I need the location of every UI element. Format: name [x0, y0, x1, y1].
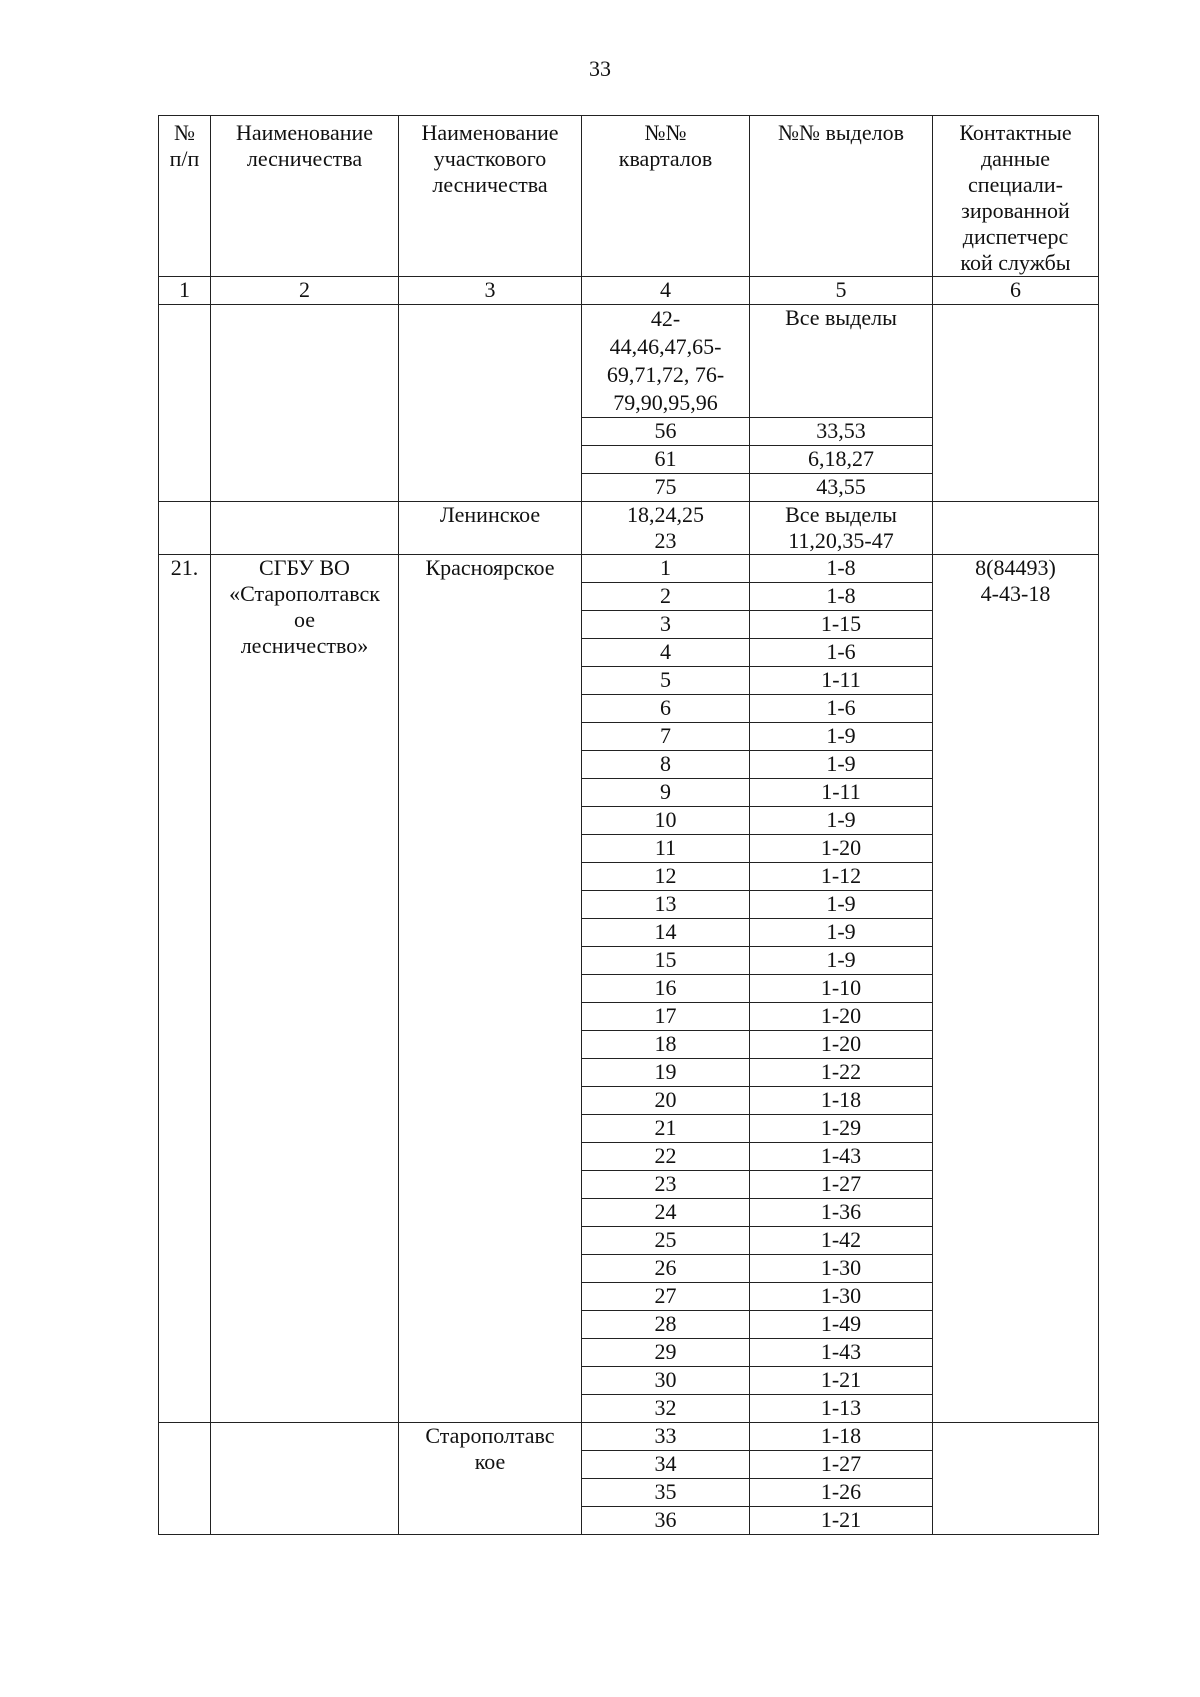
quarter-cell: 35 [582, 1479, 750, 1507]
section-cell: 1-29 [750, 1115, 933, 1143]
quarter-cell: 1 [582, 555, 750, 583]
number-cell [159, 305, 211, 502]
section-cell: 1-22 [750, 1059, 933, 1087]
header-row [159, 116, 1099, 277]
quarter-cell: 14 [582, 919, 750, 947]
section-cell: 1-18 [750, 1423, 933, 1451]
section-cell: 1-15 [750, 611, 933, 639]
quarter-cell: 25 [582, 1227, 750, 1255]
section-cell: Все выделы [750, 305, 933, 418]
forestry-cell [211, 305, 399, 502]
header-cell: Наименование участкового лесничества [399, 116, 582, 277]
entry-number: 21. [159, 555, 211, 1423]
section-cell: 1-9 [750, 751, 933, 779]
section-cell: 1-27 [750, 1171, 933, 1199]
quarter-cell: 32 [582, 1395, 750, 1423]
forest-table [158, 115, 1099, 1535]
column-number: 4 [582, 277, 750, 305]
section-cell: 1-27 [750, 1451, 933, 1479]
district-name: Ленинское [399, 502, 582, 555]
quarter-cell: 13 [582, 891, 750, 919]
quarter-cell: 2 [582, 583, 750, 611]
quarter-cell: 12 [582, 863, 750, 891]
section-cell: 1-26 [750, 1479, 933, 1507]
quarter-cell: 10 [582, 807, 750, 835]
column-number: 5 [750, 277, 933, 305]
contact-cell [933, 502, 1099, 555]
table-body [159, 305, 1099, 1535]
section-cell: 1-9 [750, 919, 933, 947]
quarter-cell: 18 [582, 1031, 750, 1059]
section-cell: 1-30 [750, 1255, 933, 1283]
column-number: 3 [399, 277, 582, 305]
section-cell: 1-11 [750, 779, 933, 807]
section-cell: 1-6 [750, 695, 933, 723]
column-number: 6 [933, 277, 1099, 305]
header-cell: Контактные данные специали- зированной диспетчерс кой службы [933, 116, 1099, 277]
quarter-cell: 18,24,25 23 [582, 502, 750, 555]
quarter-cell: 61 [582, 446, 750, 474]
column-number: 1 [159, 277, 211, 305]
district-name: Старополтавс кое [399, 1423, 582, 1535]
section-cell: 1-43 [750, 1339, 933, 1367]
quarter-cell: 26 [582, 1255, 750, 1283]
section-cell: 1-9 [750, 891, 933, 919]
section-cell: 1-20 [750, 1031, 933, 1059]
section-cell: 1-8 [750, 555, 933, 583]
forestry-cell [211, 502, 399, 555]
district-name: Красноярское [399, 555, 582, 1423]
header-cell: № п/п [159, 116, 211, 277]
section-cell: 1-12 [750, 863, 933, 891]
quarter-cell: 3 [582, 611, 750, 639]
section-cell: 1-20 [750, 1003, 933, 1031]
table-row [159, 1423, 1099, 1451]
quarter-cell: 11 [582, 835, 750, 863]
quarter-cell: 29 [582, 1339, 750, 1367]
section-cell: 1-9 [750, 807, 933, 835]
contact-cell: 8(84493) 4-43-18 [933, 555, 1099, 1423]
section-cell: 1-21 [750, 1367, 933, 1395]
section-cell: 33,53 [750, 418, 933, 446]
section-cell: 1-9 [750, 947, 933, 975]
quarter-cell: 24 [582, 1199, 750, 1227]
quarter-cell: 19 [582, 1059, 750, 1087]
number-cell [159, 502, 211, 555]
section-cell: 1-36 [750, 1199, 933, 1227]
quarter-cell: 4 [582, 639, 750, 667]
column-number: 2 [211, 277, 399, 305]
forestry-name: СГБУ ВО «Старополтавск ое лесничество» [211, 555, 399, 1423]
table-row [159, 502, 1099, 555]
section-cell: 43,55 [750, 474, 933, 502]
quarter-cell: 8 [582, 751, 750, 779]
section-cell: 1-18 [750, 1087, 933, 1115]
section-cell: Все выделы 11,20,35-47 [750, 502, 933, 555]
section-cell: 1-49 [750, 1311, 933, 1339]
section-cell: 1-8 [750, 583, 933, 611]
section-cell: 1-21 [750, 1507, 933, 1535]
district-cell [399, 305, 582, 502]
contact-cell [933, 305, 1099, 502]
quarter-cell: 17 [582, 1003, 750, 1031]
quarter-cell: 7 [582, 723, 750, 751]
section-cell: 1-9 [750, 723, 933, 751]
section-cell: 1-13 [750, 1395, 933, 1423]
section-cell: 6,18,27 [750, 446, 933, 474]
quarter-cell: 21 [582, 1115, 750, 1143]
quarter-cell: 5 [582, 667, 750, 695]
quarter-cell: 15 [582, 947, 750, 975]
quarter-cell: 22 [582, 1143, 750, 1171]
quarter-cell: 16 [582, 975, 750, 1003]
section-cell: 1-11 [750, 667, 933, 695]
quarter-cell: 56 [582, 418, 750, 446]
section-cell: 1-43 [750, 1143, 933, 1171]
table-row [159, 305, 1099, 418]
contact-cell [933, 1423, 1099, 1535]
quarter-cell: 34 [582, 1451, 750, 1479]
page-number: 33 [589, 56, 611, 81]
quarter-cell: 9 [582, 779, 750, 807]
header-cell: №№ кварталов [582, 116, 750, 277]
quarter-cell: 30 [582, 1367, 750, 1395]
quarter-cell: 6 [582, 695, 750, 723]
quarter-cell: 27 [582, 1283, 750, 1311]
section-cell: 1-30 [750, 1283, 933, 1311]
section-cell: 1-6 [750, 639, 933, 667]
quarter-cell: 42- 44,46,47,65- 69,71,72, 76- 79,90,95,96 [582, 305, 750, 418]
forestry-cell [211, 1423, 399, 1535]
quarter-cell: 20 [582, 1087, 750, 1115]
number-cell [159, 1423, 211, 1535]
section-cell: 1-20 [750, 835, 933, 863]
section-cell: 1-42 [750, 1227, 933, 1255]
quarter-cell: 36 [582, 1507, 750, 1535]
quarter-cell: 28 [582, 1311, 750, 1339]
table-row [159, 555, 1099, 583]
header-cell: №№ выделов [750, 116, 933, 277]
section-cell: 1-10 [750, 975, 933, 1003]
quarter-cell: 75 [582, 474, 750, 502]
quarter-cell: 33 [582, 1423, 750, 1451]
header-cell: Наименование лесничества [211, 116, 399, 277]
column-number-row [159, 277, 1099, 305]
quarter-cell: 23 [582, 1171, 750, 1199]
